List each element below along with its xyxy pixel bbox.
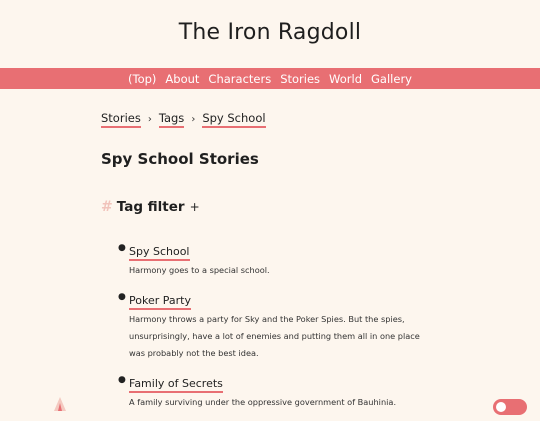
- nav-item-stories[interactable]: Stories: [280, 71, 321, 86]
- story-link-poker-party[interactable]: Poker Party: [129, 294, 191, 310]
- theme-toggle-switch[interactable]: [493, 399, 527, 415]
- story-description: A family surviving under the oppressive government of Bauhinia.: [129, 397, 397, 407]
- story-description: Harmony throws a party for Sky and the Poker Spies. But the spies, unsurprisingly, have a lot of enemies and putting them all in one place was probably not the best idea.: [129, 314, 420, 358]
- list-item: [118, 240, 438, 279]
- breadcrumb-tags[interactable]: Tags: [159, 111, 184, 128]
- toggle-knob: [496, 402, 506, 412]
- breadcrumb-spy-school[interactable]: Spy School: [202, 111, 265, 128]
- story-list: [118, 240, 438, 421]
- bullet-icon: ●: [118, 375, 126, 385]
- story-link-family-of-secrets[interactable]: Family of Secrets: [129, 377, 223, 393]
- bullet-icon: ●: [118, 292, 126, 302]
- breadcrumb: [101, 111, 266, 128]
- nav-item-top[interactable]: (Top): [128, 71, 157, 86]
- chevron-right-icon: ›: [191, 114, 196, 125]
- hash-anchor-icon[interactable]: #: [101, 199, 113, 215]
- nav-item-world[interactable]: World: [329, 71, 363, 86]
- nav-item-characters[interactable]: Characters: [208, 71, 272, 86]
- section-title: Tag filter: [116, 199, 185, 215]
- decorative-corner-icon: [52, 395, 68, 411]
- breadcrumb-stories[interactable]: Stories: [101, 111, 141, 128]
- nav-item-gallery[interactable]: Gallery: [371, 71, 412, 86]
- nav-item-about[interactable]: About: [165, 71, 200, 86]
- main-navbar: [0, 68, 540, 89]
- chevron-right-icon: ›: [147, 114, 152, 125]
- story-description: Harmony goes to a special school.: [129, 265, 270, 275]
- list-item: [118, 289, 438, 362]
- tag-filter-heading: [101, 199, 200, 215]
- expand-plus-button[interactable]: +: [189, 200, 200, 214]
- page-title: Spy School Stories: [101, 150, 259, 168]
- site-title: The Iron Ragdoll: [178, 20, 362, 45]
- list-item: [118, 372, 438, 411]
- story-link-spy-school[interactable]: Spy School: [129, 245, 190, 261]
- bullet-icon: ●: [118, 243, 126, 253]
